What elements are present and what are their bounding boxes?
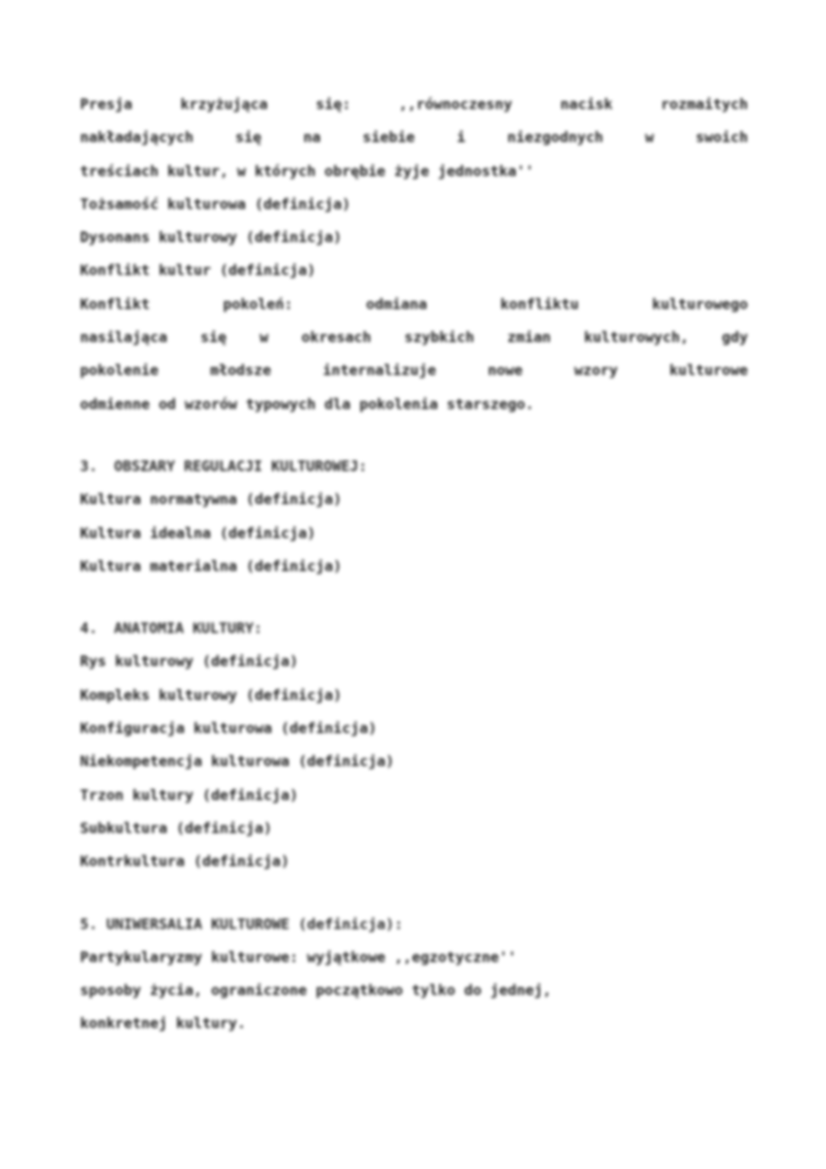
section-title: ANATOMIA KULTURY: <box>114 621 263 638</box>
section-heading: 5. UNIWERSALIA KULTUROWE (definicja): <box>80 916 404 933</box>
paragraph-line: nasilająca się w okresach szybkich zmian kulturowych, gdy <box>80 330 748 347</box>
paragraph-line: odmienne od wzorów typowych dla pokolenia starszego. <box>80 396 534 413</box>
paragraph-line: Presja krzyżująca się: ,,równoczesny nacisk rozmaitych <box>80 97 748 113</box>
definition-item: Kompleks kulturowy (definicja) <box>80 687 342 704</box>
section-heading <box>80 613 748 646</box>
section-number: 4. <box>80 621 98 638</box>
paragraph-line: sposoby życia, ograniczone początkowo tylko do jednej, <box>80 983 552 1000</box>
section-number: 3. <box>80 458 98 475</box>
definition-item: Tożsamość kulturowa (definicja) <box>80 196 351 213</box>
paragraph-line: konkretnej kultury. <box>80 1016 246 1033</box>
definition-item: Konfiguracja kulturowa (definicja) <box>80 721 377 738</box>
definition-item: Kultura materialna (definicja) <box>80 558 342 575</box>
definition-item: Kontrkultura (definicja) <box>80 854 290 871</box>
definition-item: Subkultura (definicja) <box>80 820 273 837</box>
definition-item: Trzon kultury (definicja) <box>80 787 299 804</box>
definition-item: Kultura normatywna (definicja) <box>80 492 342 509</box>
paragraph-line: nakładających się na siebie i niezgodnych w swoich <box>80 130 748 147</box>
section-title: OBSZARY REGULACJI KULTUROWEJ: <box>114 458 368 475</box>
document-page <box>80 89 748 1042</box>
paragraph-line: pokolenie młodsze internalizuje nowe wzory kulturowe <box>80 363 748 380</box>
definition-item: Rys kulturowy (definicja) <box>80 654 299 671</box>
definition-item: Konflikt kultur (definicja) <box>80 263 316 280</box>
paragraph-line: Partykularyzmy kulturowe: wyjątkowe ,,egzotyczne'' <box>80 949 517 966</box>
section-heading <box>80 451 748 484</box>
paragraph-line: treściach kultur, w których obrębie żyje jednostka'' <box>80 163 534 180</box>
section-gap <box>80 880 748 909</box>
definition-item: Niekompetencja kulturowa (definicja) <box>80 754 395 771</box>
paragraph-line: Konflikt pokoleń: odmiana konfliktu kulturowego <box>80 296 748 313</box>
section-gap <box>80 422 748 451</box>
definition-item: Dysonans kulturowy (definicja) <box>80 230 342 247</box>
section-gap <box>80 584 748 613</box>
definition-item: Kultura idealna (definicja) <box>80 525 316 542</box>
